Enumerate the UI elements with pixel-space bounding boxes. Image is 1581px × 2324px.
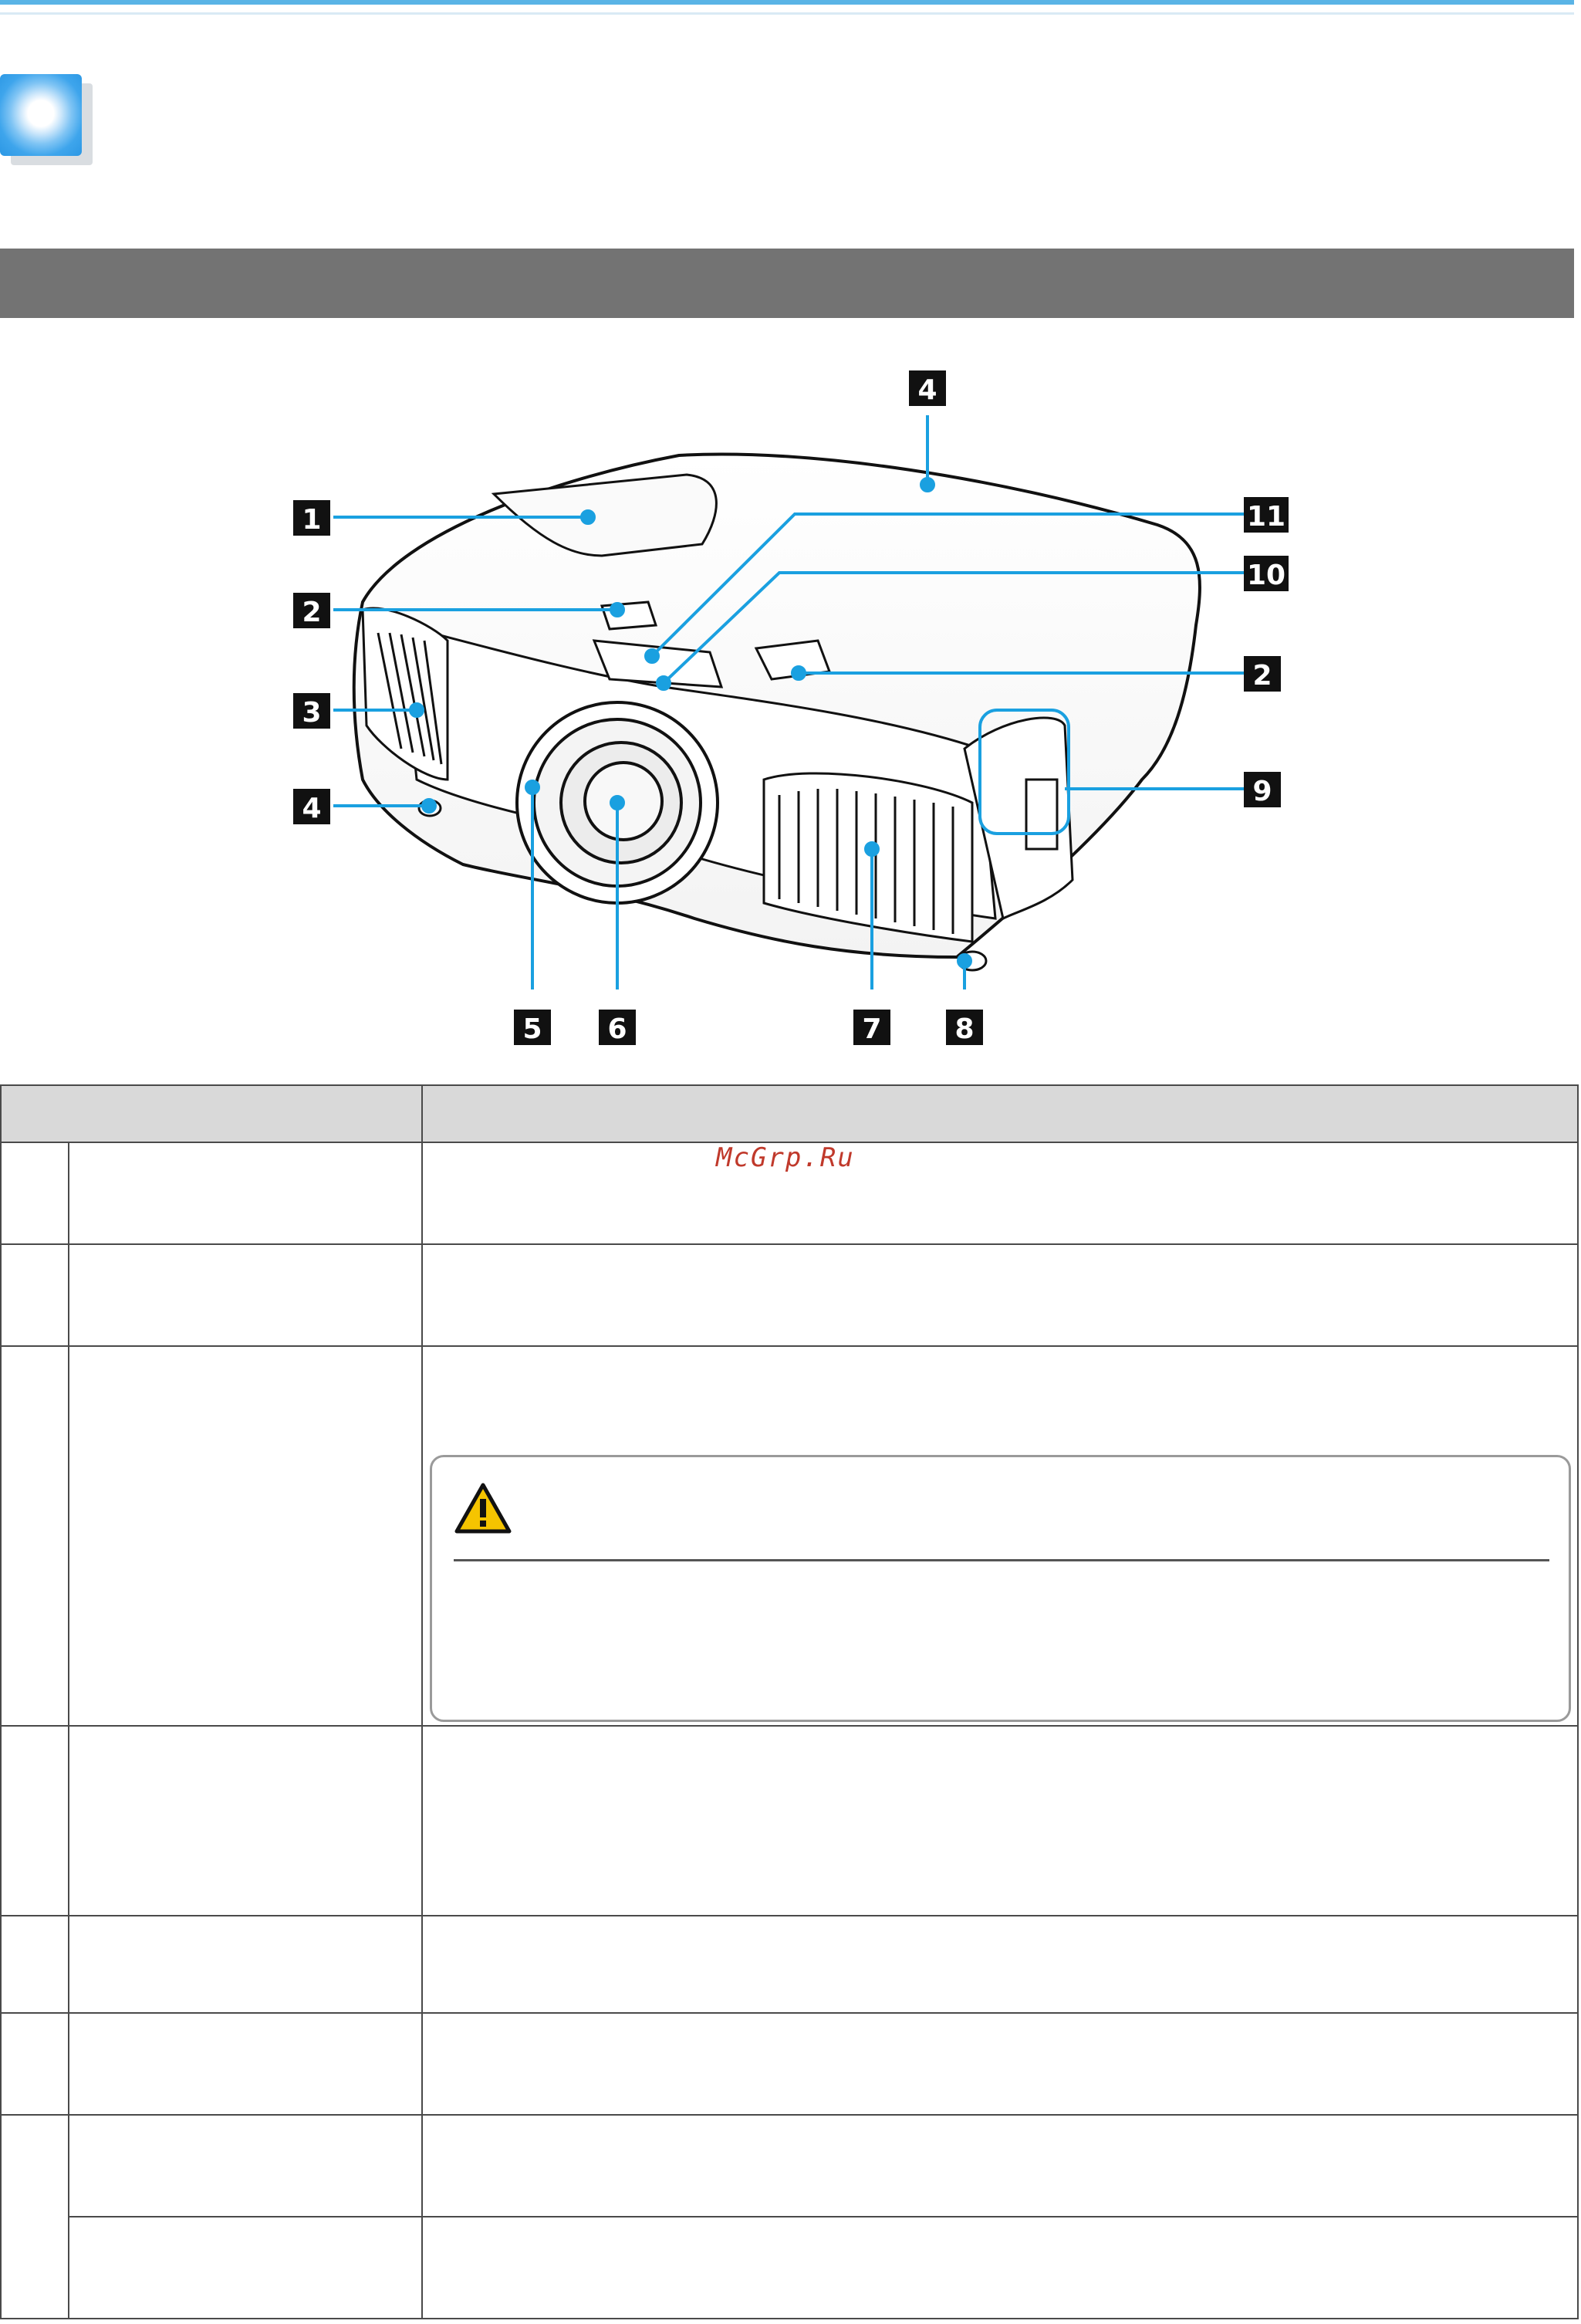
svg-text:1: 1 [302,504,322,536]
row-description [422,2217,1578,2319]
row-name [69,1346,422,1726]
table-row [1,1916,1578,2013]
table-row [1,2115,1578,2217]
svg-text:9: 9 [1252,776,1272,807]
callout-11 [1244,497,1289,533]
row-description [422,1244,1578,1346]
projector-illustration [0,347,1581,1057]
table-header-row [1,1085,1578,1142]
table-header-name [1,1085,422,1142]
callout-6 [599,1010,636,1045]
callout-5 [514,1010,551,1045]
svg-text:7: 7 [862,1013,882,1045]
callout-4b [909,370,946,406]
svg-text:6: 6 [607,1013,627,1045]
svg-text:4: 4 [917,374,937,406]
table-row [1,2013,1578,2115]
row-name [69,1142,422,1244]
watermark: McGrp.Ru [716,1142,855,1173]
callout-2a [293,593,330,628]
header-rule [0,0,1574,5]
row-description [422,2013,1578,2115]
row-number [1,1726,69,1916]
chapter-bubble-icon [0,74,82,156]
row-number [1,2013,69,2115]
row-name [69,1244,422,1346]
callout-10 [1244,556,1289,591]
row-number [1,1916,69,2013]
row-name [69,2115,422,2217]
row-number [1,2115,69,2319]
row-name [69,1916,422,2013]
row-description [422,1726,1578,1916]
section-heading-bar [0,249,1574,318]
svg-text:2: 2 [302,597,322,628]
table-row [1,2217,1578,2319]
callout-2b [1244,656,1281,692]
callout-3 [293,693,330,729]
callout-9 [1244,772,1281,807]
projector-figure [0,347,1581,1057]
row-name [69,2013,422,2115]
caution-divider [454,1559,1549,1561]
row-number [1,1244,69,1346]
row-description [422,2115,1578,2217]
table-row [1,1726,1578,1916]
header-rule-secondary [0,12,1574,15]
svg-text:3: 3 [302,697,322,729]
svg-text:11: 11 [1246,501,1286,533]
svg-text:5: 5 [522,1013,542,1045]
svg-text:2: 2 [1252,660,1272,692]
caution-box [430,1455,1571,1722]
row-name [69,2217,422,2319]
callout-1 [293,500,330,536]
row-number [1,1142,69,1244]
table-row [1,1244,1578,1346]
row-number [1,1346,69,1726]
svg-text:10: 10 [1246,560,1286,591]
callout-8 [946,1010,983,1045]
warning-triangle-icon [454,1482,512,1534]
svg-text:8: 8 [954,1013,975,1045]
row-description [422,1142,1578,1244]
callout-7 [853,1010,890,1045]
svg-text:4: 4 [302,793,322,824]
callout-4a [293,789,330,824]
table-header-function [422,1085,1578,1142]
row-description [422,1916,1578,2013]
row-name [69,1726,422,1916]
